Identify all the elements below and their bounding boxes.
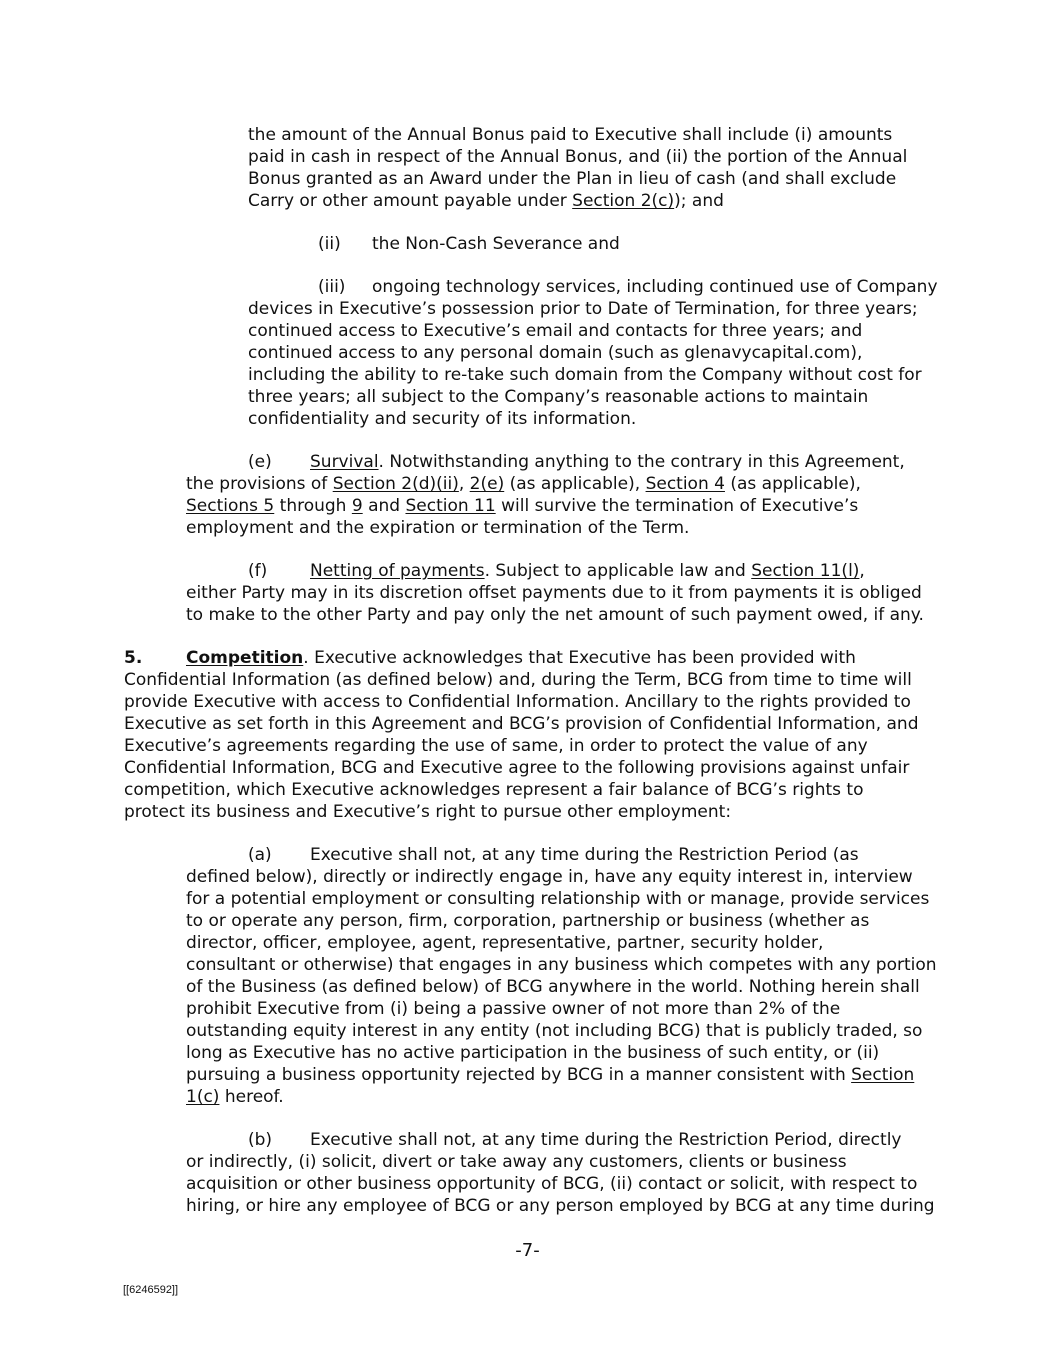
text-line: hiring, or hire any employee of BCG or any person employed by BCG at any time during: [186, 1196, 935, 1216]
text-span: . Executive acknowledges that Executive has been provided with: [303, 648, 856, 668]
text-line: or indirectly, (i) solicit, divert or take away any customers, clients or business: [186, 1152, 847, 1172]
section-9-link[interactable]: 9: [351, 496, 363, 516]
section-title-competition: Competition: [186, 648, 304, 668]
section-2dii-link[interactable]: Section 2(d)(ii): [332, 474, 459, 494]
text-line: Executive’s agreements regarding the use of same, in order to protect the value of any: [124, 736, 868, 756]
text-line: confidentiality and security of its information.: [248, 409, 637, 429]
list-label-iii: (iii): [318, 277, 346, 297]
section-2e-link[interactable]: 2(e): [469, 474, 505, 494]
clause-title-netting: Netting of payments: [310, 561, 485, 581]
text-span: and: [362, 496, 406, 516]
section-number-5: 5.: [124, 648, 143, 668]
text-line: [186, 647, 856, 669]
text-line: three years; all subject to the Company’s reasonable actions to maintain: [248, 387, 869, 407]
text-line: for a potential employment or consulting relationship with or manage, provide services: [186, 889, 930, 909]
text-line: employment and the expiration or termination of the Term.: [186, 518, 690, 538]
text-line: protect its business and Executive’s right to pursue other employment:: [124, 802, 732, 822]
section-11-link[interactable]: Section 11: [405, 496, 496, 516]
clause-label-f: (f): [248, 561, 268, 581]
text-span: (as applicable),: [724, 474, 861, 494]
text-line: acquisition or other business opportunity of BCG, (ii) contact or solicit, with respect to: [186, 1174, 918, 1194]
section-2c-link[interactable]: Section 2(c): [572, 191, 675, 211]
text-line: [310, 560, 865, 582]
text-line: devices in Executive’s possession prior to Date of Termination, for three years;: [248, 299, 918, 319]
text-line: continued access to Executive’s email and contacts for three years; and: [248, 321, 863, 341]
text-line: paid in cash in respect of the Annual Bonus, and (ii) the portion of the Annual: [248, 147, 908, 167]
text-line: Executive shall not, at any time during the Restriction Period (as: [310, 845, 859, 865]
text-line: Executive shall not, at any time during the Restriction Period, directly: [310, 1130, 902, 1150]
text-line: provide Executive with access to Confidential Information. Ancillary to the rights provided to: [124, 692, 911, 712]
text-span: ,: [859, 561, 865, 581]
clause-title-survival: Survival: [310, 452, 379, 472]
clause-label-a: (a): [248, 845, 272, 865]
text-line: Bonus granted as an Award under the Plan in lieu of cash (and shall exclude: [248, 169, 897, 189]
text-line: [186, 1064, 914, 1086]
text-line: [186, 1086, 284, 1108]
text-span: Carry or other amount payable under: [248, 191, 573, 211]
clause-label-b: (b): [248, 1130, 273, 1150]
document-id: [[6246592]]: [123, 1284, 179, 1296]
text-span: pursuing a business opportunity rejected by BCG in a manner consistent with: [186, 1065, 852, 1085]
text-line: consultant or otherwise) that engages in any business which competes with any portion: [186, 955, 937, 975]
text-line: director, officer, employee, agent, representative, partner, security holder,: [186, 933, 824, 953]
text-line: including the ability to re-take such domain from the Company without cost for: [248, 365, 922, 385]
list-label-ii: (ii): [318, 234, 341, 254]
text-span: will survive the termination of Executive’s: [495, 496, 859, 516]
text-line: to or operate any person, firm, corporation, partnership or business (whether as: [186, 911, 870, 931]
clause-label-e: (e): [248, 452, 272, 472]
text-line: [248, 190, 724, 212]
text-line: [186, 473, 861, 495]
list-text-ii: the Non-Cash Severance and: [372, 234, 620, 254]
text-line: competition, which Executive acknowledges represent a fair balance of BCG’s rights to: [124, 780, 864, 800]
text-line: prohibit Executive from (i) being a passive owner of not more than 2% of the: [186, 999, 841, 1019]
text-span: ,: [458, 474, 470, 494]
section-1c-link-part2[interactable]: 1(c): [186, 1087, 220, 1107]
list-text-iii: ongoing technology services, including continued use of Company: [372, 277, 938, 297]
section-1c-link-part1[interactable]: Section: [851, 1065, 915, 1085]
text-span: ); and: [674, 191, 724, 211]
text-span: . Notwithstanding anything to the contrary in this Agreement,: [378, 452, 905, 472]
text-line: to make to the other Party and pay only the net amount of such payment owed, if any.: [186, 605, 924, 625]
section-11l-link[interactable]: Section 11(l): [751, 561, 860, 581]
text-span: through: [274, 496, 352, 516]
section-4-link[interactable]: Section 4: [645, 474, 725, 494]
text-span: the provisions of: [186, 474, 333, 494]
sections-5-link[interactable]: Sections 5: [186, 496, 275, 516]
text-line: [186, 495, 858, 517]
text-line: the amount of the Annual Bonus paid to Executive shall include (i) amounts: [248, 125, 893, 145]
text-line: Executive as set forth in this Agreement and BCG’s provision of Confidential Information, and: [124, 714, 919, 734]
text-line: defined below), directly or indirectly engage in, have any equity interest in, interview: [186, 867, 913, 887]
text-line: Confidential Information, BCG and Executive agree to the following provisions against unfair: [124, 758, 910, 778]
page-number: -7-: [515, 1240, 540, 1261]
text-span: . Subject to applicable law and: [484, 561, 752, 581]
text-span: (as applicable),: [504, 474, 646, 494]
text-span: hereof.: [219, 1087, 284, 1107]
text-line: outstanding equity interest in any entity (not including BCG) that is publicly traded, so: [186, 1021, 923, 1041]
text-line: either Party may in its discretion offset payments due to it from payments it is obliged: [186, 583, 922, 603]
text-line: of the Business (as defined below) of BCG anywhere in the world. Nothing herein shall: [186, 977, 920, 997]
text-line: long as Executive has no active participation in the business of such entity, or (ii): [186, 1043, 880, 1063]
text-line: Confidential Information (as defined below) and, during the Term, BCG from time to time will: [124, 670, 912, 690]
text-line: continued access to any personal domain (such as glenavycapital.com),: [248, 343, 863, 363]
text-line: [310, 451, 905, 473]
